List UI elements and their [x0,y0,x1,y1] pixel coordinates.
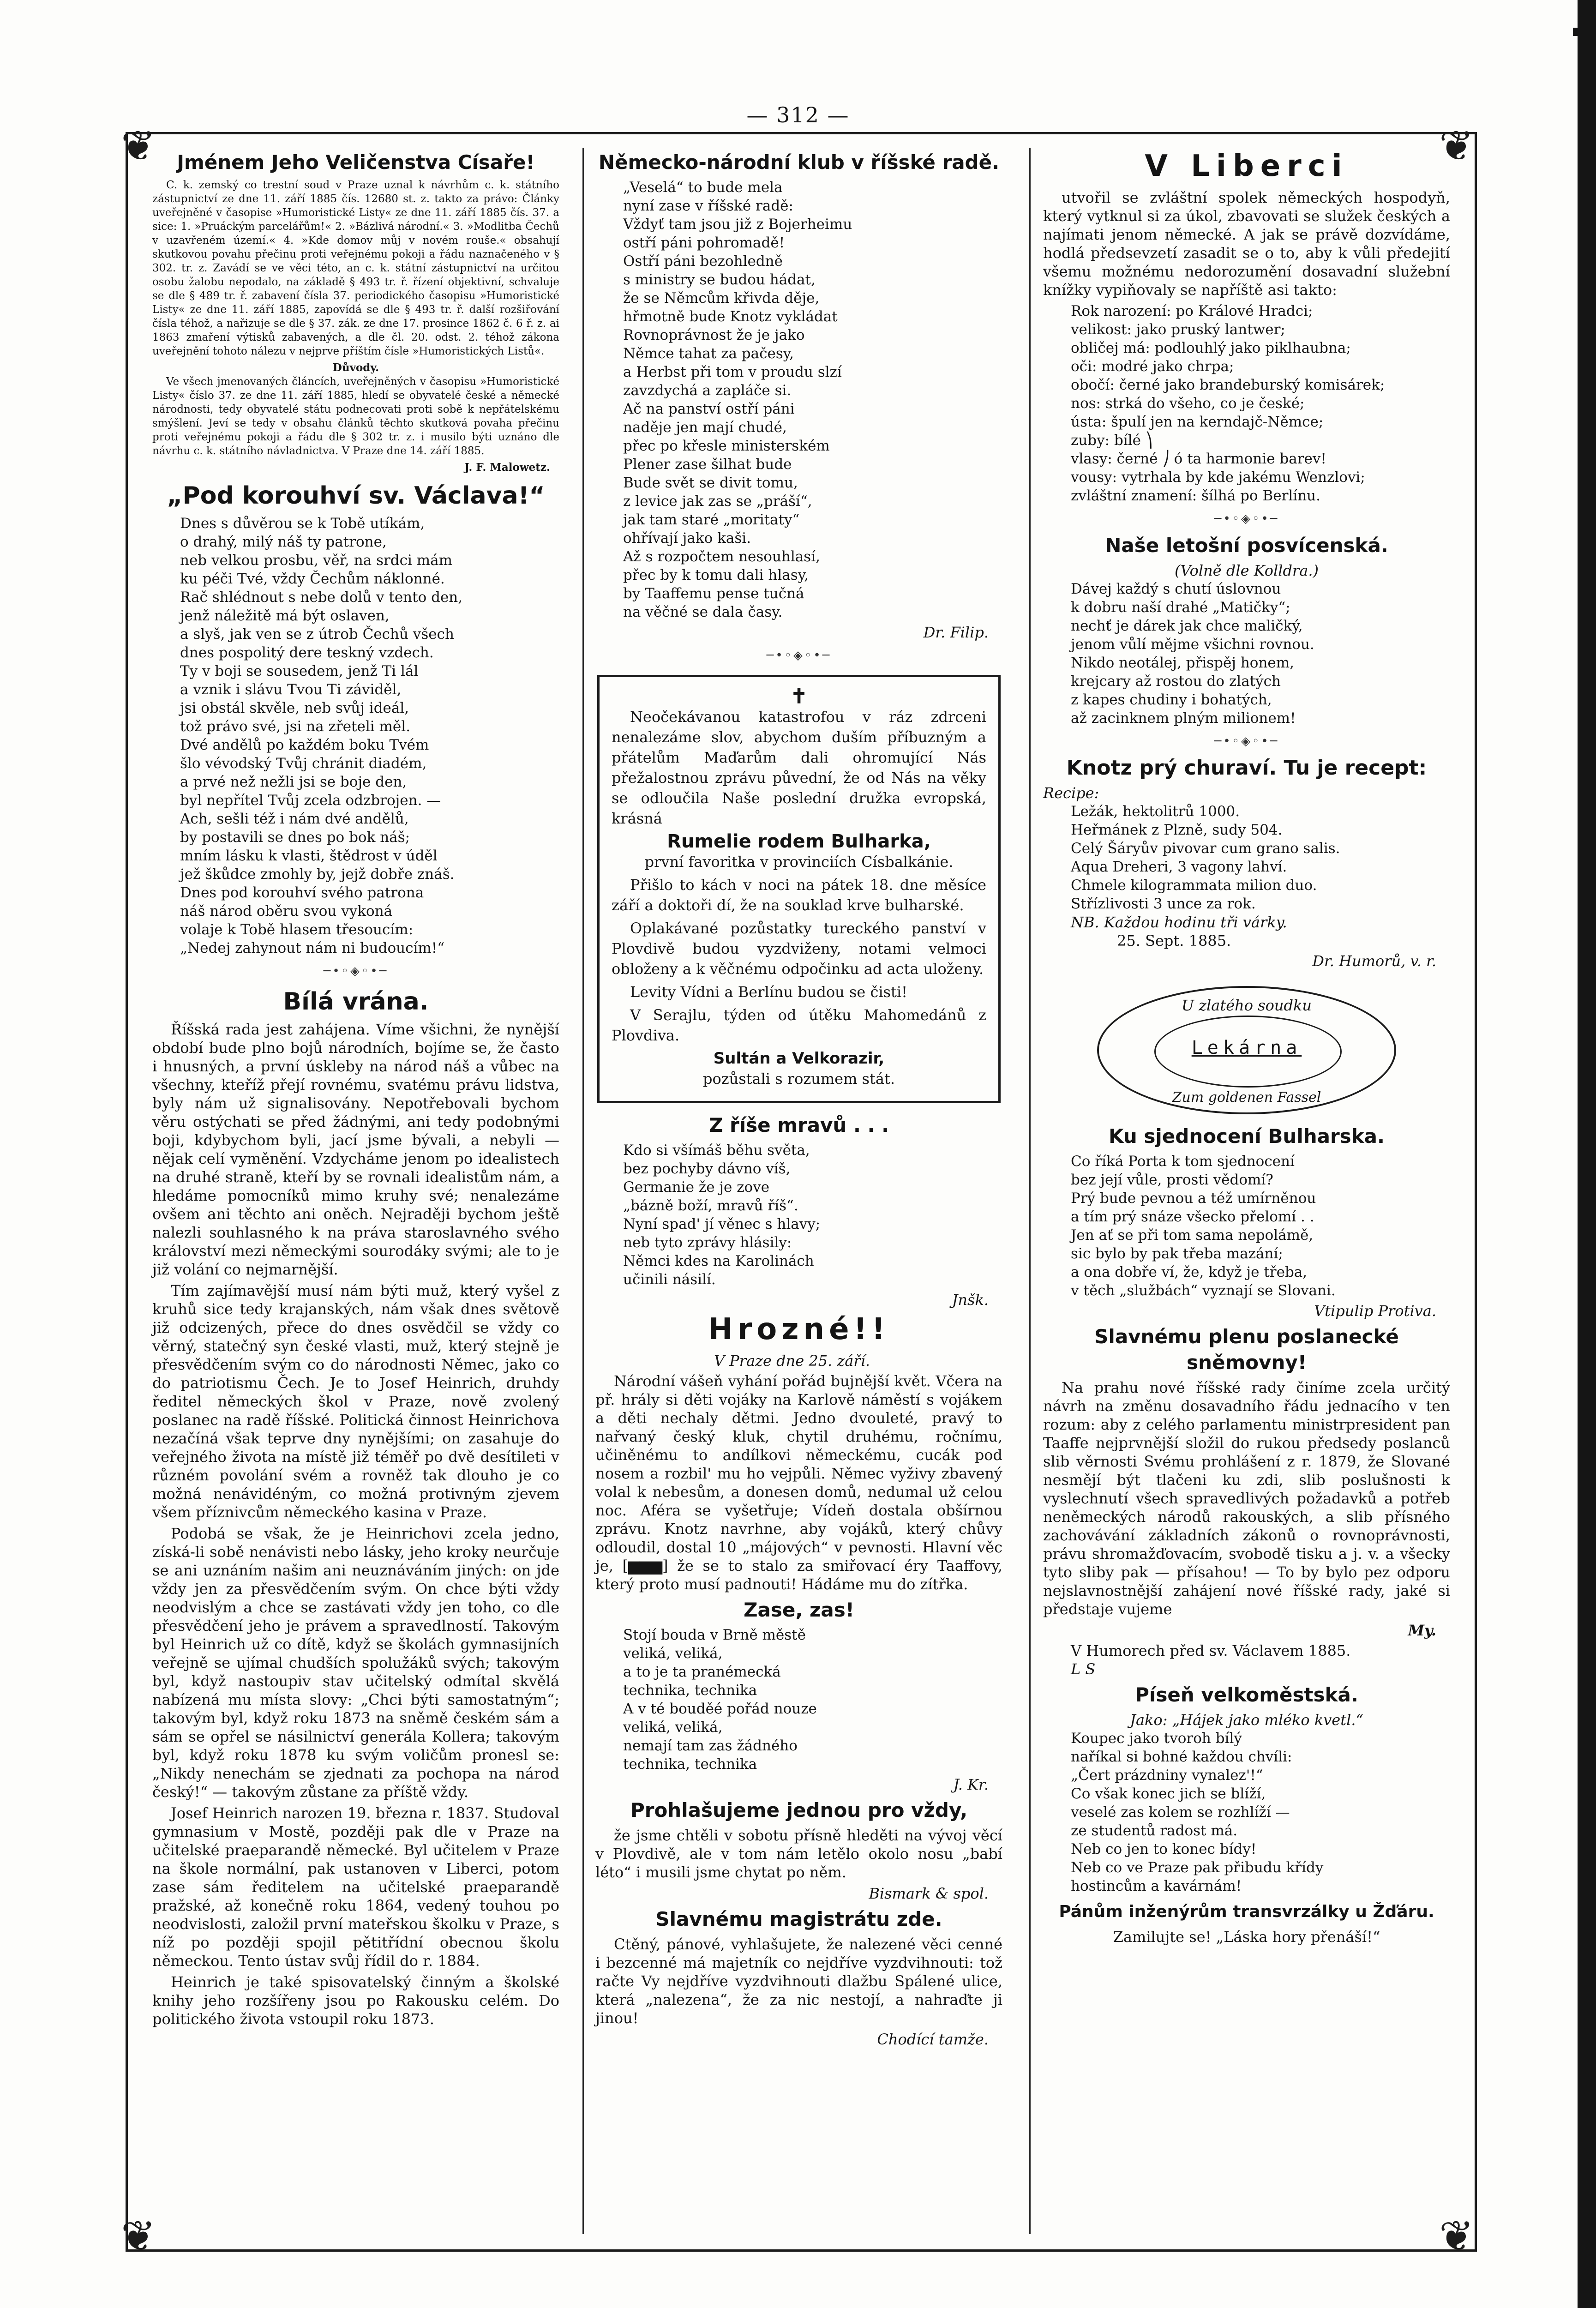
poem-line: z levice jak zas se „práší“, [623,493,812,510]
poem-line: Germanie že je zove [623,1179,770,1196]
recipe-line: Heřmánek z Plzně, sudy 504. [1071,822,1283,838]
column-left [152,146,559,2031]
paragraph: Přišlo to kách v noci na pátek 18. dne měsíce září a doktoři dí, že na souklad krve bulharské. [612,876,986,914]
signature: J. F. Malowetz. [464,461,550,474]
poem-line: volaje k Tobě hlasem třesoucím: [180,921,414,938]
corner-ornament-icon: ❦ [121,122,156,170]
divider-ornament: ─•◦◈◦•─ [766,649,832,662]
article-title: Knotz prý churaví. Tu je recept: [1066,756,1427,780]
poem-line: Rač shlédnout s nebe dolů v tento den, [180,589,463,606]
poem-line: sic bylo by pak třeba mazání; [1071,1245,1283,1262]
poem-line: „Veselá“ to bude mela [623,179,783,196]
paragraph: Oplakávané pozůstatky tureckého panství v Plovdivě budou vyzdviženy, notami velmoci obloženy a k věčnému odpočinku ad acta uloženy. [612,920,986,978]
article-title: Hrozné!! [708,1312,890,1346]
article-body [152,1020,559,2028]
signature: Dr. Filip. [923,624,989,641]
paragraph: C. k. zemský co trestní soud v Praze uznal k návrhům c. k. státního zástupnictví ze dne 11. září 1885 čís. 12680 st. z. takto za právo: Články uveřejněné v časopise »Humoristické Listy« ze dne 11. září 1885 čís. 37. a sice: 1. »Pruáckým parcelářům!« 2. »Bázlivá národní.« 3. »Modlitba Čechů v uzavřeném území.« 4. »Kde domov můj v novém rouše.« obsahují skutkovou povahu přečinu proti veřejnému pokoji a řádu naznačeného v § 302. tr. z. Zavádí se ve věci této, an c. k. státní zástupnictví na určitou osobu žalobu nepodalo, na základě § 493 tr. ř. řízení objektivní, schvaluje se dle § 489 tr. ř. zabavení čísla 37. periodického časopisu »Humoristické Listy« ze dne 11. září 1885, zapovídá se dle § 493 tr. ř. další rozšiřování čísla téhož, a nařizuje se dle § 37. zák. ze dne 17. prosince 1862 č. 6 ř. z. ai 1863 zmaření výtisků zabavených, a dle čl. 20. odst. 2. téhož zákona uveřejnění tohoto nálezu v nejprve příštím čísle »Humoristických Listů«. [152,179,559,357]
paragraph: Národní vášeň vyhání pořád bujnější květ. Včera na př. hrály si děti vojáky na Karlově náměstí s vojákem a děti nechaly dětmi. Jedno dvouleté, pravý to nařvaný český kluk, chytil druhému, ročnímu, učiněnému to andílkovi německému, cucák pod nosem a rozbil' mu ho vejpůli. Němec vyživy zbavený volal k nebesům, a donesen domů, nedumal už celou noc. Aféra se vyšetřuje; Vídeň dostala obšírnou zprávu. Knotz navrhne, aby vojáků, který chůvy odloudil, dostal 10 „májových“ v pevnosti. Hlavní věc je, [▆▆▆] že se to stalo za smiřovací éry Taaffovy, který proto musí padnouti! Hádáme mu do zítřka. [595,1372,1002,1593]
poem-line: a prvé než nežli jsi se boje den, [180,774,407,790]
column-middle [595,146,1002,2050]
poem-line: jak tam staré „moritaty“ [623,511,800,528]
poem-line: jsi obstál skvěle, neb svůj ideál, [180,700,409,716]
article-title: Ku sjednocení Bulharska. [1109,1125,1385,1148]
poem-line: Ostří páni bezohledně [623,253,783,270]
article-subtitle: (Volně dle Kolldra.) [1175,562,1319,579]
poem [1043,580,1450,727]
signature: My. [1408,1622,1436,1639]
poem-line: z kapes chudiny i bohatých, [1071,691,1272,708]
poem-line: Ach, sešli též i nám dvé andělů, [180,811,409,827]
divider-ornament: ─•◦◈◦•─ [323,964,389,978]
article-title: Z říše mravů . . . [708,1114,889,1136]
poem-line: Dnes pod korouhví svého patrona [180,884,424,901]
paragraph: V Serajlu, týden od útěku Mahomedánů z Plovdiva. [612,1006,986,1044]
poem-line: v těch „službách“ vyznají se Slovani. [1071,1282,1336,1299]
list-item: vlasy: černé ⎠ ó ta harmonie barev! [1071,451,1326,467]
poem-line: Až s rozpočtem nesouhlasí, [623,548,820,565]
paragraph: že jsme chtěli v sobotu přísně hleděti na vývoj věcí v Plovdivě, ale v tom nám letělo okolo nosu „babí léto“ i musili jsme chytat po něm. [595,1827,1002,1881]
poem-line: a to je ta pranémecká [623,1664,781,1680]
poem-line: jenž náležitě má být oslaven, [180,607,390,624]
poem [152,514,559,957]
paragraph: Tím zajímavější musí nám býti muž, který vyšel z kruhů sice tedy krajanských, nám však dnes světově již odcizených, přece do dnes osvědčil se vždy co věrný, statečný syn české vlasti, muž, který stejně je přesvědčením svým co do národnosti Němec, jako co do patriotismu Čech. Je to Josef Heinrich, druhdy ředitel německých škol v Praze, nově zvolený poslanec na radě říšské. Politická činnost Heinrichova nezačíná však teprve dny nynějšími; on zasahuje do veřejného života na místě již téměř po dvě desítileti v různém povolání svém a rovněž tak dlouho je co možná nenávidéným, co možná protivným zjevem všem příznivcům německého kasina v Praze. [152,1282,559,1521]
dateline: V Humorech před sv. Václavem 1885. [1071,1642,1351,1659]
poem-line: Dvé andělů po každém boku Tvém [180,737,429,753]
poem-line: Bude svět se divit tomu, [623,475,798,491]
divider-ornament: ─•◦◈◦•─ [1214,512,1279,526]
list-item: obočí: černé jako brandeburský komisárek; [1071,377,1385,393]
recipe-line: Ležák, hektolitrů 1000. [1071,803,1240,820]
poem-line: hřmotně bude Knotz vykládat [623,308,838,325]
poem-line: naděje jen mají chudé, [623,419,787,436]
signature: J. Kr. [953,1776,989,1793]
poem-line: učinili násilí. [623,1271,716,1288]
signature: Jnšk. [952,1291,989,1309]
poem-line: Plener zase šilhat bude [623,456,792,473]
paragraph: první favoritka v provinciích Císbalkánie. [644,853,954,871]
poem-line: bez její vůle, prosti vědomí? [1071,1172,1273,1188]
poem-line: „Nedej zahynout nám ni budoucím!“ [180,940,445,956]
article-title: Bílá vrána. [283,988,429,1016]
poem-line: Rovnoprávnost že je jako [623,327,805,343]
poem-line: naříkal si bohné každou chvíli: [1071,1749,1292,1765]
poem-line: ohřívají jako kaši. [623,530,751,547]
list-item: oči: modré jako chrpa; [1071,358,1234,375]
poem-line: Kdo si všímáš běhu světa, [623,1142,810,1159]
list-item: ústa: špulí jen na kerndajč-Němce; [1071,414,1324,430]
seal-initials: L S [1071,1660,1096,1678]
poem-line: Neb co ve Praze pak přibudu křídy [1071,1859,1324,1876]
recipe-note: NB. Každou hodinu tři várky. [1071,914,1287,931]
paragraph: Na prahu nové říšské rady činíme zcela určitý návrh na změnu dosavadního řádu jednacího v ten rozum: aby z celého parlamentu ministrpresident pan Taaffe nejprvnější složil do rukou předsedy poslanců slib věrnosti Svému prohlášení z r. 1879, že Slované nesmějí být tlačeni ku zdi, slib poslušnosti k vyslechnutí všech spravedlivých požadavků a potřeb neněmeckých národů rakouských, a slib přísného zachovávání základních zákonů o rovnoprávnosti, právu shromažďovacím, svobodě tisku a j. v. a všecky tyto sliby pak — přísahou! — To by bylo pez odporu nejslavnostnější zahájení nové říšské rady, jaké si předstaje vujeme [1043,1379,1450,1618]
poem-line: byl nepřítel Tvůj zcela odzbrojen. — [180,792,441,809]
poem-line: Vždyť tam jsou již z Bojerheimu [623,216,852,233]
poem-line: s ministry se budou hádat, [623,271,816,288]
paragraph: Ctěný, pánové, vyhlašujete, že nalezené věci cenné i bezcenné má majetník co nejdříve vyzdvihnouti: tož račte Vy nejdříve vyzdvihnouti dlažbu Spálené ulice, která „nalezena“, že za nic nestojí, a nahraďte ji jinou! [595,1935,1002,2027]
poem-line: a vznik i slávu Tvou Ti záviděl, [180,681,402,698]
article-title: Slavnému magistrátu zde. [655,1908,942,1930]
poem-line: by Taaffemu pense tučná [623,585,804,602]
poem-line: Němci kdes na Karolinách [623,1253,814,1269]
poem [1043,1152,1450,1300]
paragraph: Ve všech jmenovaných článcích, uveřejněných v časopisu »Humoristické Listy« číslo 37. ze dne 11. září 1885, hledí se obyvatelé české a německé národnosti, tedy obyvatelé státu podnecovati proti sobě k nepřátelskému smýšlení. Jeví se tedy v obsahu článků těchto skutková povaha přečinu proti veřejnému pokoji a řádu dle § 302 tr. z. i musilo býti uznáno dle návrhu c. k. státního návladnictva. V Praze dne 14. září 1885. [152,376,559,457]
poem-line: Stojí bouda v Brně městě [623,1627,806,1643]
article-title: Píseň velkoměstská. [1135,1683,1358,1706]
poem-line: zavzdychá a zapláče si. [623,382,792,399]
poem-line: Ač na panství ostří páni [623,401,795,417]
description-list [1043,302,1450,505]
poem [1043,1729,1450,1895]
signature: Vtipulip Protiva. [1314,1302,1436,1320]
poem-line: a ona dobře ví, že, když je třeba, [1071,1264,1308,1280]
poem-line: Ty v boji se sousedem, jenž Ti lál [180,663,419,679]
poem-line: přec po křesle ministerském [623,438,830,454]
paragraph: Neočekávanou katastrofou v ráz zdrceni nenalezáme slov, abychom duším příbuzným a přátelům Maďarům dali ohromující Nás přežalostnou zprávu půvední, že od Nás na věky se odloučila Naše poslední družka evropská, krásná [612,708,986,827]
signature-sub: pozůstali s rozumem stát. [702,1070,895,1088]
column-right [1043,146,1450,1946]
poem-line: na věčné se dala časy. [623,604,783,620]
paragraph: Říšská rada jest zahájena. Víme všichni, že nynější období bude plno bojů národních, bojíme se, že často i hnusných, a první úskleby na národ náš a vůbec na všechny, kteříž přejí rovnému, svatému právu lidstva, byly nám už signalisovány. Nepotřebovali bychom věru ostýchati se před žádnými, ani tedy podobnými boji, kdybychom byli, jací jsme bývali, a nebyli — nějak celí vyměnění. Vzdycháme jenom po idealistech na druhé straně, kteří by se rovnali idealistům nám, a hledáme pomocníků mimo kruhy své; nenalezáme ovšem ani těchto ani oněch. Nejraději bychom ještě nalezli souhlasného k na práva staroslavného svého království mezi německými sourodáky svými; ale to je již volání co nejmarnější. [152,1021,559,1278]
section-head: Důvody. [332,361,379,374]
signature: Sultán a Velkorazir, [713,1049,885,1068]
list-item: vousy: vytrhala by kde jakému Wenzlovi; [1071,469,1365,486]
poem [595,178,1002,621]
mourning-notice [597,675,1001,1103]
poem-line: Nyní spad' jí věnec s hlavy; [623,1216,821,1232]
scan-edge [1578,0,1596,2308]
recipe-list [1043,802,1450,913]
recipe-line: Střízlivosti 3 unce za rok. [1071,896,1256,912]
poem-line: jež škůdce zmohly by, jejž dobře znáš. [180,866,455,883]
dateline: V Praze dne 25. září. [714,1352,870,1370]
corner-ornament-icon: ❦ [1439,122,1474,170]
list-item: nos: strká do všeho, co je české; [1071,395,1305,412]
poem-line: Neb co jen to konec bídy! [1071,1841,1257,1857]
list-item: zuby: bílé ⎞ [1071,432,1153,449]
poem-line: Co však konec jich se blíží, [1071,1785,1266,1802]
corner-ornament-icon: ❦ [121,2212,156,2260]
scan-edge-mark [1573,28,1578,36]
poem-line: nemají tam zas žádného [623,1737,798,1754]
poem-line: nechť je dárek jak chce maličký, [1071,618,1303,634]
poem-line: „Čert prázdniny vynalez'!“ [1071,1767,1263,1784]
poem-line: a Herbst při tom v proudu slzí [623,364,842,380]
poem-line: A v té bouděé pořád nouze [623,1701,817,1717]
article-title: Zase, zas! [744,1599,854,1621]
signature: Chodící tamže. [877,2031,989,2048]
article-title: Jménem Jeho Veličenstva Císaře! [177,151,535,174]
poem-line: ku péči Tvé, vždy Čechům náklonné. [180,571,445,587]
poem-line: k dobru naší drahé „Matičky“; [1071,599,1290,616]
stamp-center-text: Lekárna [1191,1037,1302,1058]
list-item: zvláštní znamení: šílhá po Berlínu. [1071,487,1321,504]
notice-name: Rumelie rodem Bulharka, [667,831,931,852]
paragraph: utvořil se zvláštní spolek německých hospodyň, který vytknul si za úkol, zbavovati se služek českých a najímati jenom německé. A jak se právě dozvídáme, hodlá předsevzetí zasadit se o to, aby k vůli předejití všemu možnému nedorozumění dosavadní služební knížky vypiňovaly se napříště asi takto: [1043,189,1450,299]
article-body [152,178,559,475]
article-title: „Pod korouhví sv. Václava!“ [167,482,545,510]
poem-line: až zacinknem plným milionem! [1071,710,1296,727]
poem-line: krejcary až rostou do zlatých [1071,673,1281,690]
article-title: Slavnému plenu poslanecké sněmovny! [1094,1325,1399,1374]
poem-line: veliká, veliká, [623,1719,723,1736]
paragraph: Josef Heinrich narozen 19. března r. 1837. Studoval gymnasium v Mostě, později pak dle v Praze na učitelské praeparandě německé. Byl učitelem v Praze na škole normální, pak ustanoven v Liberci, potom zase sám ředitelem na učitelské praeparandě pražské, až konečně roku 1864, vedený touhou po neodvislosti, založil první mateřskou školku v Praze, s níž po později spojil pětitřídní obecnou školu německou. Tento ústav svůj řídil do r. 1884. [152,1804,559,1970]
recipe-line: Aqua Dreheri, 3 vagony lahví. [1071,859,1287,875]
poem-line: neb tyto zprávy hlásily: [623,1234,792,1251]
list-item: Rok narození: po Králové Hradci; [1071,303,1313,319]
poem-line: „bázně boží, mravů říš“. [623,1197,798,1214]
poem-line: Co říká Porta k tom sjednocení [1071,1153,1295,1170]
poem-line: náš národ oběru svou vykoná [180,903,393,920]
recipe-head: Recipe: [1043,784,1099,802]
article-title: Naše letošní posvícenská. [1105,534,1388,557]
poem-line: Dávej každý s chutí úslovnou [1071,581,1281,597]
list-item: obličej má: podlouhlý jako piklhaubna; [1071,340,1351,356]
pharmacy-stamp [1097,986,1396,1114]
poem-line: hostincům a kavárnám! [1071,1878,1242,1894]
poem-line: mním lásku k vlasti, štědrost v úděl [180,847,438,864]
page-number: — 312 — [746,102,850,127]
poem-line: a tím prý snáze všecko přelomí . . [1071,1208,1314,1225]
poem-line: ze studentů radost má. [1071,1822,1238,1839]
corner-ornament-icon: ❦ [1439,2212,1474,2260]
column-rule [1029,148,1031,2234]
poem-line: veselé zas kolem se rozhlíží — [1071,1804,1290,1821]
stamp-top-text: U zlatého soudku [1182,997,1312,1014]
poem-line: technika, technika [623,1756,757,1773]
article-title: Německo-národní klub v říšské radě. [598,151,1000,174]
divider-ornament: ─•◦◈◦•─ [1214,734,1279,748]
poem-line: a slyš, jak ven se z útrob Čechů všech [180,626,454,643]
poem-line: Němce tahat za pačesy, [623,345,794,362]
article-title: V Liberci [1145,149,1349,183]
poem-line: že se Němcům křivda děje, [623,290,820,307]
poem-line: Nikdo neotálej, přispěj honem, [1071,655,1295,671]
poem-line: jenom vůlí mějme všichni rovnou. [1071,636,1314,653]
poem-line: by postavili se dnes po bok náš; [180,829,410,846]
poem-line: tož právo své, jsi na zřeteli měl. [180,718,411,735]
poem-line: veliká, veliká, [623,1645,723,1662]
paragraph: Levity Vídni a Berlínu budou se čisti! [630,983,907,1001]
article-title: Pánům inženýrům transvrzálky u Žďáru. [1059,1902,1434,1921]
tune-note: Jako: „Hájek jako mléko kvetl.“ [1130,1711,1363,1729]
paragraph: Podobá se však, že je Heinrichovi zcela jedno, získá-li sobě nenávisti nebo lásky, jeho kroky neurčuje se ani uznáním našim ani neuznáváním jiných: on jde vždy jen za přesvědčením svým. On chce býti vždy neodvislým a chce se zastávati vždy jen toho, co dle přesvědčení jeho je právem a spravedlností. Takovým byl Heinrich už co dítě, když se školách gymnasijních veřejně se ujímal chudších spolužáků svých; takovým byl, když nastoupiv stav učitelský odmítal skvělá nabízená mu místa slovy: „Chci býti samostatným“; takovým byl, když roku 1873 na sněmě českém sám a sám se opřel se násilnictví generála Kollera; takovým byl, když roku 1878 ku svým voličům pronesl se: „Nikdy nenechám se zjednati za pochopa na národ český!“ — takovým zůstane za příště vždy. [152,1525,559,1801]
recipe-date: 25. Sept. 1885. [1117,932,1231,950]
poem-line: Koupec jako tvoroh bílý [1071,1730,1242,1747]
recipe-line: Celý Šáryův pivovar cum grano salis. [1071,840,1340,857]
poem-line: šlo vévodský Tvůj chránit diadém, [180,755,427,772]
poem-line: bez pochyby dávno víš, [623,1160,791,1177]
signature: Dr. Humorů, v. r. [1312,952,1436,970]
poem-line: technika, technika [623,1682,757,1699]
article-title: Prohlašujeme jednou pro vždy, [630,1799,968,1821]
paragraph: Heinrich je také spisovatelský činným a školské knihy jeho rozšířeny jsou po Rakousku celém. Do politického života vstoupil roku 1873. [152,1973,559,2028]
list-item: velikost: jako pruský lantwer; [1071,321,1285,338]
poem-line: neb velkou prosbu, věř, na srdci mám [180,552,453,569]
poem [595,1626,1002,1773]
poem-line: nyní zase v říšské radě: [623,198,793,214]
poem-line: dnes pospolitý dere teskný vzdech. [180,644,434,661]
poem-line: o drahý, milý náš ty patrone, [180,534,387,550]
recipe-line: Chmele kilogrammata milion duo. [1071,877,1317,894]
poem-line: Dnes s důvěrou se k Tobě utíkám, [180,515,425,532]
article-line: Zamilujte se! „Láska hory přenáší!“ [1113,1928,1380,1946]
poem-line: přec by k tomu dali hlasy, [623,567,809,583]
poem-line: Prý bude pevnou a též umírněnou [1071,1190,1316,1207]
poem-line: Jen ať se při tom sama nepolámě, [1071,1227,1314,1244]
stamp-bottom-text: Zum goldenen Fassel [1172,1089,1321,1106]
poem [595,1141,1002,1289]
poem-line: ostří páni pohromadě! [623,234,785,251]
column-rule [582,148,584,2234]
cross-icon: ✝ [790,685,808,708]
signature: Bismark & spol. [869,1885,989,1902]
